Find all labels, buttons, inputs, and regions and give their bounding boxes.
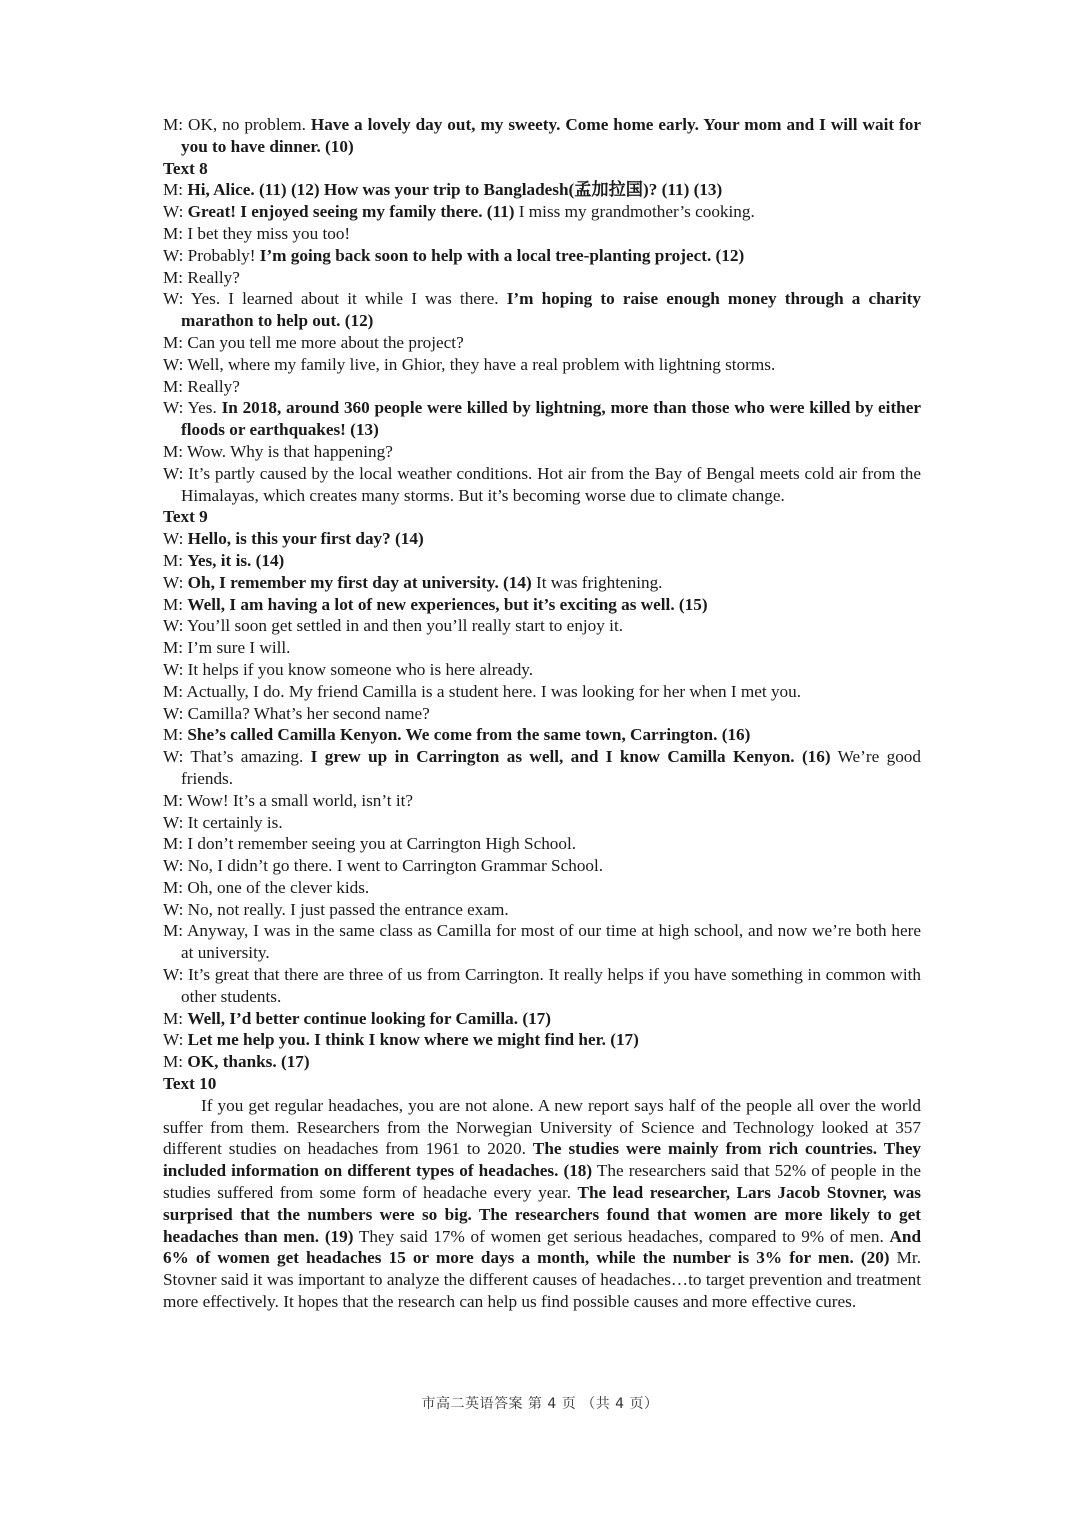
dialog-text: That’s amazing. (183, 747, 311, 767)
passage-text: The researchers said that 52% of people in the studies suffered from some form of headache every year. (163, 1161, 921, 1203)
dialog-text: No, not really. I just passed the entrance exam. (183, 899, 509, 919)
dialog-text: Really? (183, 376, 240, 396)
speaker-label: W: (163, 616, 184, 636)
passage-text: They said 17% of women get serious headaches, compared to 9% of men. (353, 1226, 890, 1246)
dialog-text: It helps if you know someone who is here already. (183, 659, 534, 679)
answer-key-text: Great! I enjoyed seeing my family there. (11) (187, 202, 515, 222)
answer-key-text: I grew up in Carrington as well, and I know Camilla Kenyon. (16) (310, 747, 831, 767)
speaker-label: M: (163, 834, 184, 854)
dialog-line (163, 964, 921, 1008)
dialog-line (163, 746, 921, 790)
dialog-line (163, 267, 921, 289)
dialog-line (163, 790, 921, 812)
answer-key-text: Oh, I remember my first day at university. (14) (187, 572, 532, 592)
dialog-line (163, 463, 921, 507)
dialog-line (163, 354, 921, 376)
dialog-line (163, 920, 921, 964)
answer-document (163, 114, 921, 1313)
speaker-label: M: (163, 725, 184, 745)
dialog-line (163, 833, 921, 855)
speaker-label: M: (163, 115, 184, 134)
dialog-line (163, 223, 921, 245)
section-heading: Text 10 (163, 1074, 217, 1094)
answer-key-text: The studies were mainly from rich countries. They included information on different types of headaches. (18) (163, 1139, 921, 1181)
speaker-label: M: (163, 1008, 184, 1028)
dialog-text: It was frightening. (531, 572, 663, 592)
dialog-line (163, 899, 921, 921)
speaker-label: W: (163, 398, 184, 418)
speaker-label: W: (163, 1030, 184, 1050)
answer-key-text: Hi, Alice. (11) (12) How was your trip to Bangladesh(孟加拉国)? (11) (13) (187, 180, 723, 200)
speaker-label: W: (163, 572, 184, 592)
dialog-text: Anyway, I was in the same class as Camilla for most of our time at high school, and now we’re both here at university. (181, 921, 921, 963)
answer-key-text: The lead researcher, Lars Jacob Stovner, was surprised that the numbers were so big. The researchers found that women are more likely to get headaches than men. (19) (163, 1183, 921, 1246)
dialog-text: Actually, I do. My friend Camilla is a student here. I was looking for her when I met you. (183, 681, 802, 701)
dialog-text: Wow! It’s a small world, isn’t it? (183, 790, 414, 810)
speaker-label: W: (163, 856, 184, 876)
dialog-line (163, 855, 921, 877)
dialog-line (163, 1051, 921, 1073)
dialog-line (163, 245, 921, 267)
answer-key-text: I’m hoping to raise enough money through a charity marathon to help out. (12) (181, 289, 921, 331)
dialog-text: Yes. I learned about it while I was there. (183, 289, 507, 309)
section-heading: Text 8 (163, 158, 208, 178)
dialog-text: We’re good friends. (181, 747, 921, 788)
answer-key-text: She’s called Camilla Kenyon. We come from the same town, Carrington. (16) (187, 725, 751, 745)
dialog-text: Probably! (183, 245, 260, 265)
dialog-line (163, 812, 921, 834)
answer-key-text: I’m going back soon to help with a local tree-planting project. (12) (259, 245, 745, 265)
speaker-label: W: (163, 747, 184, 767)
speaker-label: M: (163, 376, 184, 396)
dialog-text: No, I didn’t go there. I went to Carrington Grammar School. (183, 856, 604, 876)
answer-key-text: And 6% of women get headaches 15 or more days a month, while the number is 3% for men. (20) (163, 1226, 921, 1268)
speaker-label: M: (163, 1052, 184, 1072)
dialog-text: OK, no problem. (183, 115, 311, 134)
dialog-line (163, 594, 921, 616)
dialog-line (163, 877, 921, 899)
answer-key-text: Well, I’d better continue looking for Camilla. (17) (187, 1008, 551, 1028)
dialog-text: Can you tell me more about the project? (183, 332, 464, 352)
section-heading: Text 9 (163, 507, 208, 527)
dialog-text: It’s great that there are three of us from Carrington. It really helps if you have something in common with other students. (181, 965, 921, 1006)
page-footer: 市高二英语答案 第 4 页 （共 4 页） (421, 1396, 659, 1412)
passage-paragraph (163, 1095, 921, 1313)
speaker-label: M: (163, 332, 184, 352)
speaker-label: W: (163, 659, 184, 679)
dialog-text: You’ll soon get settled in and then you’ll really start to enjoy it. (183, 616, 624, 636)
dialog-line (163, 550, 921, 572)
dialog-text: I bet they miss you too! (183, 223, 351, 243)
dialog-line (163, 572, 921, 594)
dialog-line (163, 724, 921, 746)
speaker-label: W: (163, 463, 184, 483)
speaker-label: W: (163, 529, 184, 549)
speaker-label: M: (163, 441, 184, 461)
speaker-label: M: (163, 638, 184, 658)
dialog-line (163, 332, 921, 354)
dialog-line (163, 397, 921, 441)
answer-key-text: Hello, is this your first day? (14) (187, 529, 424, 549)
passage-text: Mr. Stovner said it was important to analyze the different causes of headaches…to target prevention and treatment more effectively. It hopes that the research can help us find possible causes and more effective cures. (163, 1248, 921, 1312)
speaker-label: M: (163, 877, 184, 897)
dialog-line (163, 615, 921, 637)
dialog-line (163, 201, 921, 223)
answer-key-text: Have a lovely day out, my sweety. Come home early. Your mom and I will wait for you to have dinner. (10) (181, 115, 921, 156)
speaker-label: M: (163, 223, 184, 243)
speaker-label: W: (163, 245, 184, 265)
passage-text: If you get regular headaches, you are not alone. A new report says half of the people all over the world suffer from them. Researchers from the Norwegian University of Science and Technology looked at 357 different studies on headaches from 1961 to 2020. (163, 1095, 921, 1159)
speaker-label: M: (163, 180, 184, 200)
dialog-text: Camilla? What’s her second name? (183, 703, 430, 723)
dialog-line (163, 528, 921, 550)
dialog-line (163, 376, 921, 398)
dialog-line (163, 441, 921, 463)
speaker-label: W: (163, 899, 184, 919)
dialog-line (163, 1029, 921, 1051)
answer-key-text: Let me help you. I think I know where we might find her. (17) (187, 1030, 639, 1050)
speaker-label: M: (163, 594, 184, 614)
speaker-label: W: (163, 703, 184, 723)
speaker-label: M: (163, 681, 184, 701)
speaker-label: M: (163, 921, 184, 941)
dialog-text: I’m sure I will. (183, 638, 291, 658)
speaker-label: W: (163, 289, 184, 309)
speaker-label: W: (163, 202, 184, 222)
dialog-line (163, 659, 921, 681)
dialog-text: I don’t remember seeing you at Carrington High School. (183, 834, 577, 854)
dialog-line (163, 114, 921, 158)
dialog-line (163, 637, 921, 659)
speaker-label: M: (163, 267, 184, 287)
dialog-text: It’s partly caused by the local weather conditions. Hot air from the Bay of Bengal meets cold air from the Himalayas, which creates many storms. But it’s becoming worse due to climate change. (181, 463, 921, 505)
dialog-line (163, 1008, 921, 1030)
dialog-text: Well, where my family live, in Ghior, they have a real problem with lightning storms. (183, 354, 776, 374)
dialog-text: Yes. (183, 398, 222, 418)
answer-key-text: OK, thanks. (17) (187, 1052, 310, 1072)
dialog-text: Really? (183, 267, 240, 287)
dialog-text: It certainly is. (183, 812, 283, 832)
dialog-line (163, 703, 921, 725)
dialog-text: I miss my grandmother’s cooking. (514, 202, 755, 222)
dialog-line (163, 179, 921, 201)
speaker-label: W: (163, 354, 184, 374)
speaker-label: W: (163, 812, 184, 832)
speaker-label: M: (163, 790, 184, 810)
dialog-line (163, 681, 921, 703)
dialog-line (163, 288, 921, 332)
answer-key-text: Yes, it is. (14) (187, 550, 285, 570)
dialog-text: Oh, one of the clever kids. (183, 877, 370, 897)
speaker-label: W: (163, 965, 184, 985)
answer-key-text: Well, I am having a lot of new experiences, but it’s exciting as well. (15) (187, 594, 708, 614)
answer-key-text: In 2018, around 360 people were killed by lightning, more than those who were killed by either floods or earthquakes! (13) (181, 398, 921, 440)
dialog-text: Wow. Why is that happening? (183, 441, 393, 461)
speaker-label: M: (163, 550, 184, 570)
